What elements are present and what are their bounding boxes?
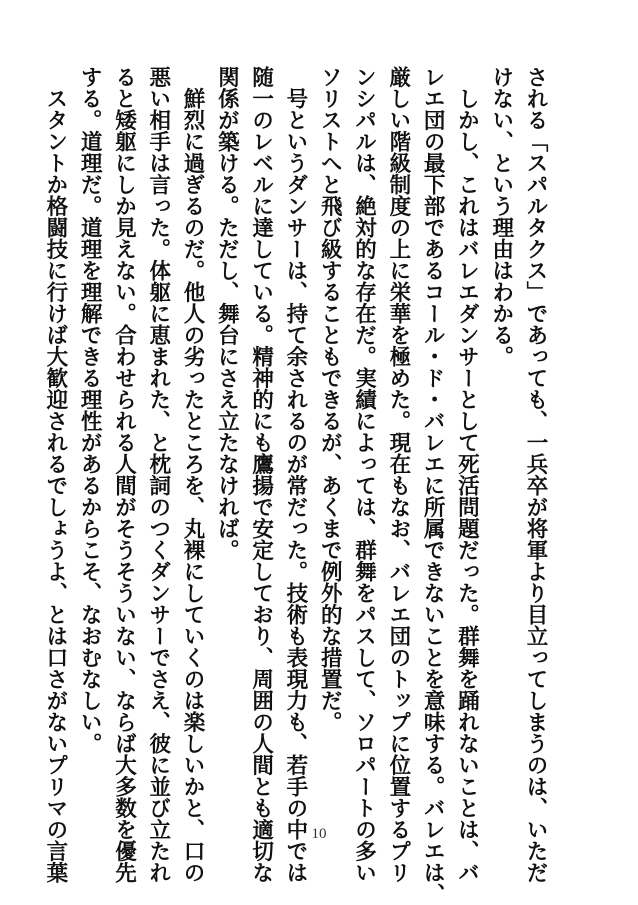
text-column: 号というダンサーは、持て余されるのが常だった。技術も表現力も、若手の中では	[282, 66, 308, 883]
text-column: スタントか格闘技に行けば大歓迎されるでしょうよ、とは口さがないプリマの言葉	[42, 66, 68, 883]
text-column: 随一のレベルに達している。精神的にも鷹揚で安定しており、周囲の人間とも適切な	[248, 66, 274, 883]
text-column: 鮮烈に過ぎるのだ。他人の劣ったところを、丸裸にしていくのは楽しいかと、口の	[180, 66, 206, 883]
text-column: ンシパルは、絶対的な存在だ。実績によっては、群舞をパスして、ソロパートの多い	[351, 66, 377, 883]
text-column: ると矮躯にしか見えない。合わせられる人間がそうそういない、ならば大多数を優先	[111, 66, 137, 883]
text-column: レエ団の最下部であるコール・ド・バレエに所属できないことを意味する。バレエは、	[420, 66, 446, 905]
text-column: しかし、これはバレエダンサーとして死活問題だった。群舞を踊れないことは、バ	[454, 66, 480, 883]
text-column: される「スパルタクス」であっても、一兵卒が将軍より目立ってしまうのは、いただ	[523, 66, 548, 883]
text-column: する。道理だ。道理を理解できる理性があるからこそ、なおむなしい。	[77, 66, 103, 754]
text-column: けない、という理由はわかる。	[488, 66, 514, 367]
text-column: 関係が築ける。ただし、舞台にさえ立たなければ。	[214, 66, 240, 561]
text-column: 悪い相手は言った。体躯に恵まれた、と枕詞のつくダンサーでさえ、彼に並び立たれ	[145, 66, 171, 883]
text-column: ソリストへと飛び級することもできるが、あくまで例外的な措置だ。	[317, 66, 343, 733]
page-number: 10	[311, 826, 327, 842]
text-column: 厳しい階級制度の上に栄華を極めた。現在もなお、バレエ団のトップに位置するプリ	[385, 66, 411, 883]
